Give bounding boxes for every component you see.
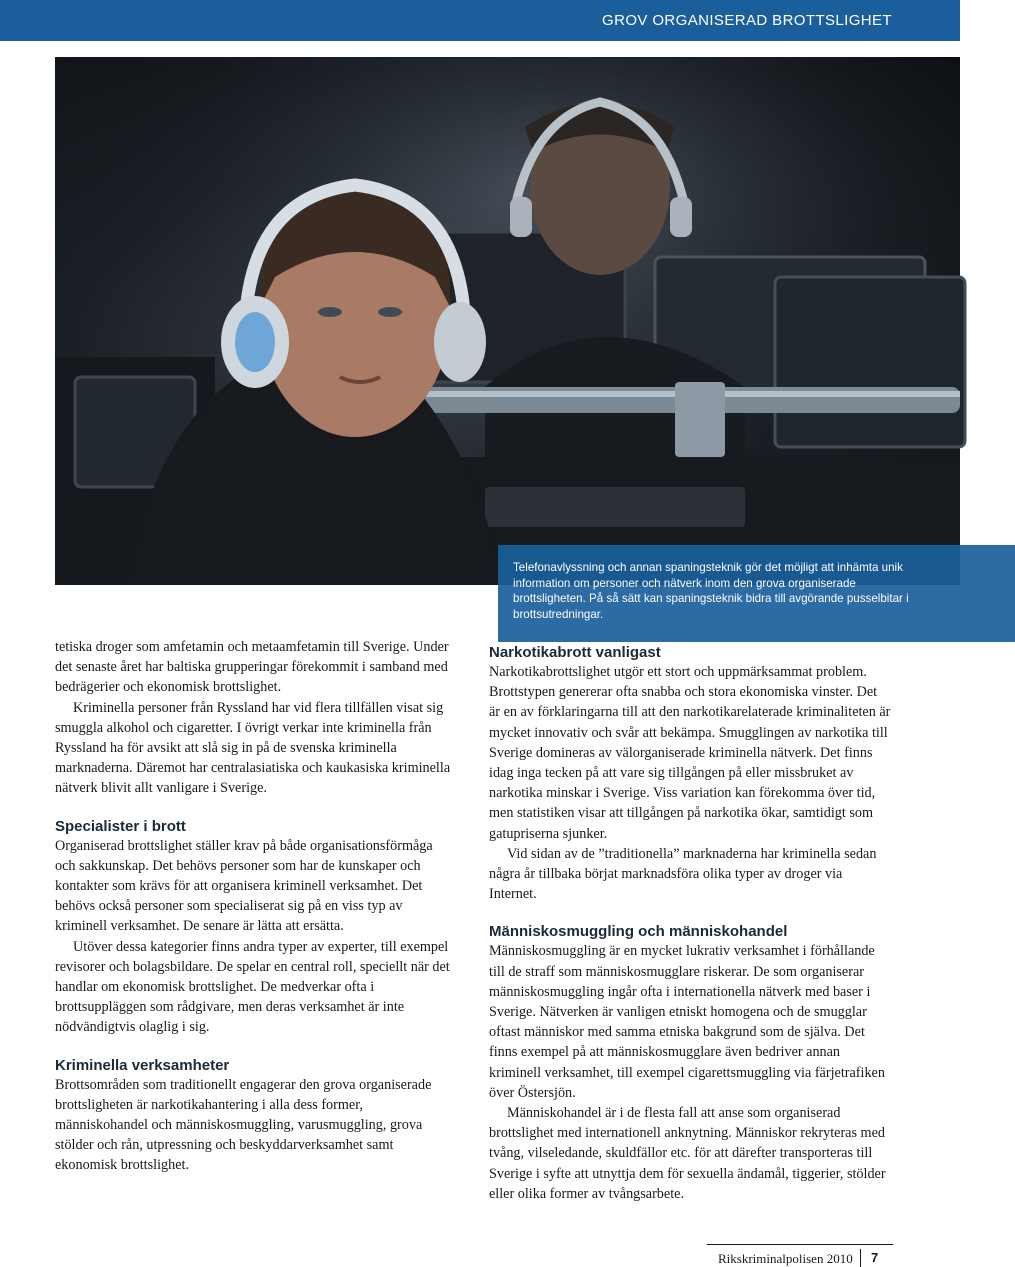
paragraph: Vid sidan av de ”traditionella” marknaderna har kriminella sedan några år tillbaka börjat marknadsföra olika typer av droger via Internet.	[489, 845, 877, 903]
section-title: GROV ORGANISERAD BROTTSLIGHET	[602, 12, 892, 29]
paragraph: Människosmuggling är en mycket lukrativ verksamhet i förhållande till de straff som människosmugglare riskerar. De som organiserar människosmuggling ingår ofta i internationella nätverk med baser i Sverige. Nätverken är vanligen etniskt homogena och de smugglar oftast människor med samma etniska bakgrund som de själva. Det finns exempel på att människosmugglare även bedriver annan kriminell verksamhet, till exempel cigarettsmuggling via färjetrafiken över Östersjön.	[489, 943, 885, 1101]
section-header-bar	[0, 0, 960, 41]
paragraph: Organiserad brottslighet ställer krav på både organisationsförmåga och sakkunskap. Det behövs personer som har de kunskaper och kontakter som krävs för att organisera kriminell verksamhet. Det behövs också personer som specialiserat sig på en viss typ av kriminell verksamhet. De senare är lätta att ersätta.	[55, 837, 433, 935]
photo-illustration	[55, 57, 960, 585]
heading-manniskosmuggling: Människosmuggling och människohandel	[489, 923, 788, 941]
left-column	[55, 637, 455, 1176]
paragraph: tetiska droger som amfetamin och metaamfetamin till Sverige. Under det senaste året har baltiska grupperingar förekommit i samband med bedrägerier och ekonomisk brottslighet.	[55, 639, 449, 696]
photo-caption: Telefonavlyssning och annan spaningsteknik gör det möjligt att inhämta unik information om personer och nätverk inom den grova organiserade brottsligheten. På så sätt kan spaningsteknik bidra till avgörande pusselbitar i brottsutredningar.	[513, 561, 909, 621]
right-column	[489, 643, 891, 1204]
footer-publication: Rikskriminalpolisen 2010	[718, 1251, 853, 1266]
paragraph: Narkotikabrottslighet utgör ett stort och uppmärksammat problem. Brottstypen genererar ofta snabba och stora ekonomiska vinster. Det är en av förklaringarna till att den narkotikarelaterade kriminaliteten är mycket innovativ och svår att bekämpa. Smugglingen av narkotika till Sverige domineras av välorganiserade kriminella nätverk. Det finns idag inga tecken på att vare sig tillgången på eller missbruket av narkotika minskar i Sverige. Viss variation kan förekomma över tid, men statistiken visar att tillgången på narkotika ökar, samtidigt som gatupriserna sjunker.	[489, 664, 891, 842]
caption-box	[498, 545, 1015, 642]
paragraph: Kriminella personer från Ryssland har vid flera tillfällen visat sig smuggla alkohol och cigaretter. I övrigt verkar inte kriminella från Ryssland ha för avsikt att slå sig in på de svenska kriminella marknaderna. Däremot har centralasiatiska och kaukasiska kriminella nätverk blivit allt vanligare i Sverige.	[55, 699, 451, 797]
page-number: 7	[871, 1250, 879, 1265]
heading-narkotika: Narkotikabrott vanligast	[489, 644, 661, 661]
photo	[55, 57, 960, 621]
paragraph: Brottsområden som traditionellt engagerar den grova organiserade brottsligheten är narkotikahantering i alla dess former, människohandel och människosmuggling, varusmuggling, grova stölder och rån, utpressning och beskyddarverksamhet samt ekonomisk brottslighet.	[55, 1076, 432, 1174]
footer-separator	[860, 1249, 861, 1267]
heading-specialister: Specialister i brott	[55, 817, 186, 835]
paragraph: Utöver dessa kategorier finns andra typer av experter, till exempel revisorer och bolagsbildare. De spelar en central roll, speciellt när det handlar om ekonomisk brottslighet. De medverkar ofta i brottsuppläggen som rådgivare, men deras verksamhet är inte nödvändigtvis olaglig i sig.	[55, 938, 450, 1036]
footer-rule	[707, 1244, 893, 1245]
paragraph: Människohandel är i de flesta fall att anse som organiserad brottslighet med internationell anknytning. Människor rekryteras med tvång, vilseledande, skuldfällor etc. för att därefter transporteras till Sverige i syfte att utnyttja dem för sexuella ändamål, tiggerier, stölder eller olika former av tvångsarbete.	[489, 1105, 886, 1202]
heading-kriminella: Kriminella verksamheter	[55, 1056, 230, 1074]
